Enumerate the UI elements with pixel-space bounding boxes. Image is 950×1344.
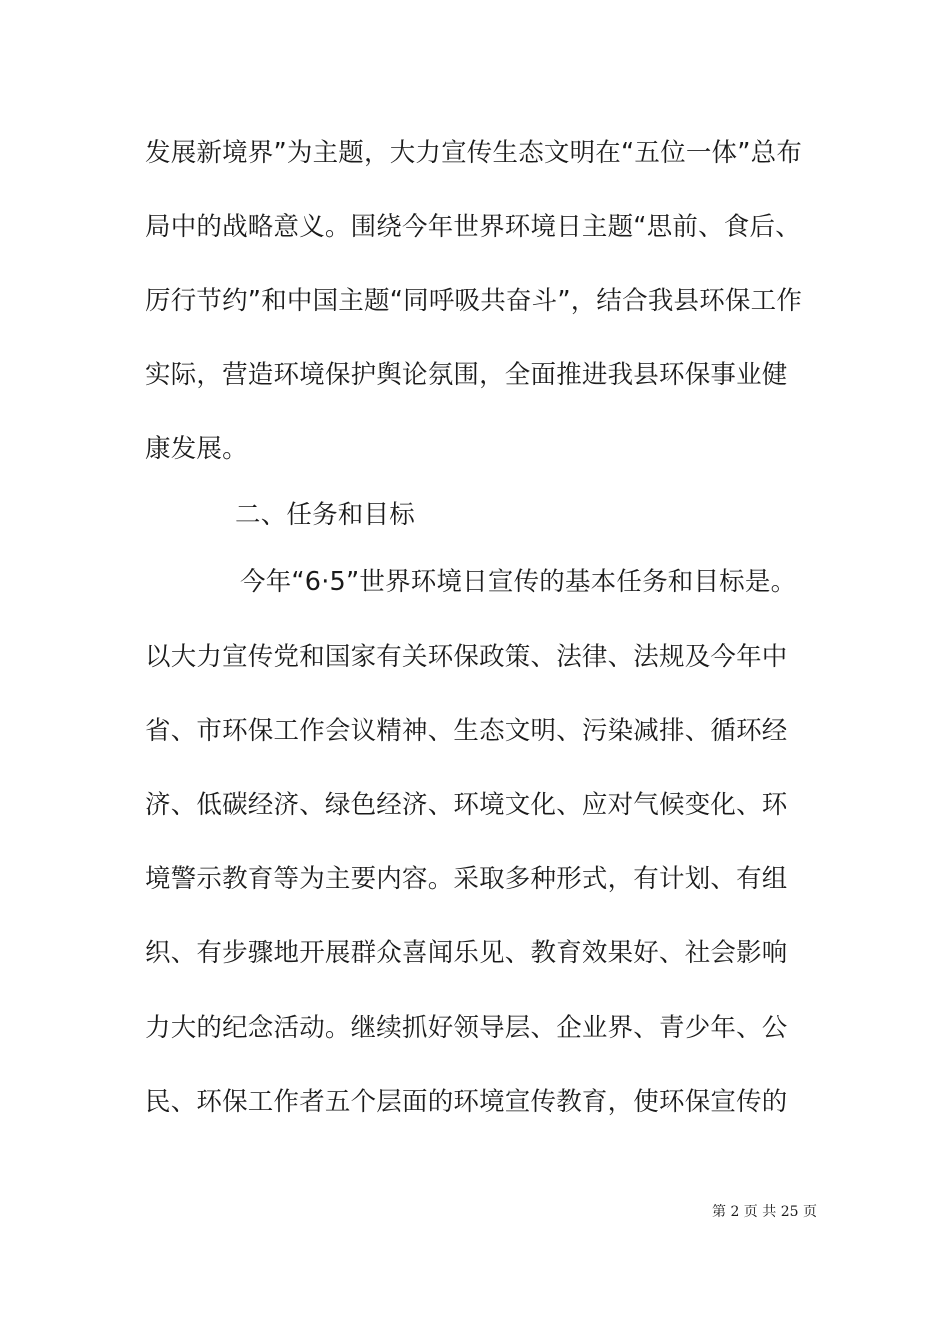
paragraph-line: 局中的战略意义。围绕今年世界环境日主题“思前、食后、 bbox=[145, 212, 801, 242]
paragraph-line: 以大力宣传党和国家有关环保政策、法律、法规及今年中 bbox=[145, 642, 788, 672]
paragraph-line: 今年“6·5”世界环境日宣传的基本任务和目标是。 bbox=[240, 567, 797, 597]
page-number-footer: 第 2 页 共 25 页 bbox=[712, 1204, 817, 1220]
paragraph-line: 实际，营造环境保护舆论氛围，全面推进我县环保事业健 bbox=[145, 360, 788, 390]
paragraph-line: 民、环保工作者五个层面的环境宣传教育，使环保宣传的 bbox=[145, 1087, 788, 1117]
paragraph-line: 济、低碳经济、绿色经济、环境文化、应对气候变化、环 bbox=[145, 790, 788, 820]
section-heading: 二、任务和目标 bbox=[235, 500, 415, 530]
paragraph-line: 织、有步骤地开展群众喜闻乐见、教育效果好、社会影响 bbox=[145, 938, 788, 968]
paragraph-line: 境警示教育等为主要内容。采取多种形式，有计划、有组 bbox=[145, 864, 788, 894]
paragraph-line: 省、市环保工作会议精神、生态文明、污染减排、循环经 bbox=[145, 716, 788, 746]
paragraph-line: 力大的纪念活动。继续抓好领导层、企业界、青少年、公 bbox=[145, 1013, 788, 1043]
paragraph-line: 厉行节约”和中国主题“同呼吸共奋斗”，结合我县环保工作 bbox=[145, 286, 803, 316]
paragraph-line: 康发展。 bbox=[145, 434, 248, 464]
paragraph-line: 发展新境界”为主题，大力宣传生态文明在“五位一体”总布 bbox=[145, 138, 803, 168]
